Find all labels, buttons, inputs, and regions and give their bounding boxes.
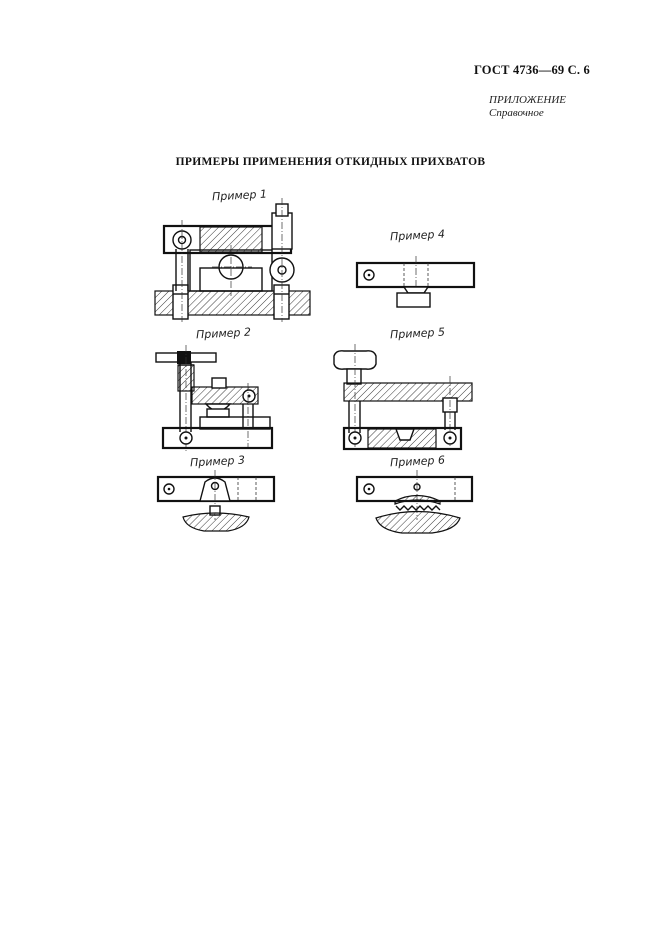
annex-subtitle: Справочное [489,107,544,119]
example-6-workpiece [376,512,460,534]
example-4-label: Пример 4 [389,227,446,244]
example-6-serrated-pad [395,496,440,505]
example-1-right-bolt [274,285,289,319]
example-4-pressure-pad [397,293,430,307]
example-1-label: Пример 1 [211,187,268,204]
annex-title: ПРИЛОЖЕНИЕ [489,94,566,106]
example-5-drawing [334,344,472,450]
document-reference: ГОСТ 4736—69 С. 6 [473,63,590,77]
example-1-drawing [155,198,310,322]
example-6-drawing [357,470,472,533]
page-title: ПРИМЕРЫ ПРИМЕНЕНИЯ ОТКИДНЫХ ПРИХВАТОВ [175,156,486,168]
example-3-drawing [158,470,274,531]
example-2-label: Пример 2 [195,325,252,342]
example-3-label: Пример 3 [189,453,246,470]
example-6-label: Пример 6 [389,453,446,470]
example-5-label: Пример 5 [389,325,446,342]
example-3-workpiece [183,513,249,531]
example-4-drawing [357,256,474,307]
example-1-left-bolt [173,285,188,319]
example-2-drawing [156,345,272,452]
